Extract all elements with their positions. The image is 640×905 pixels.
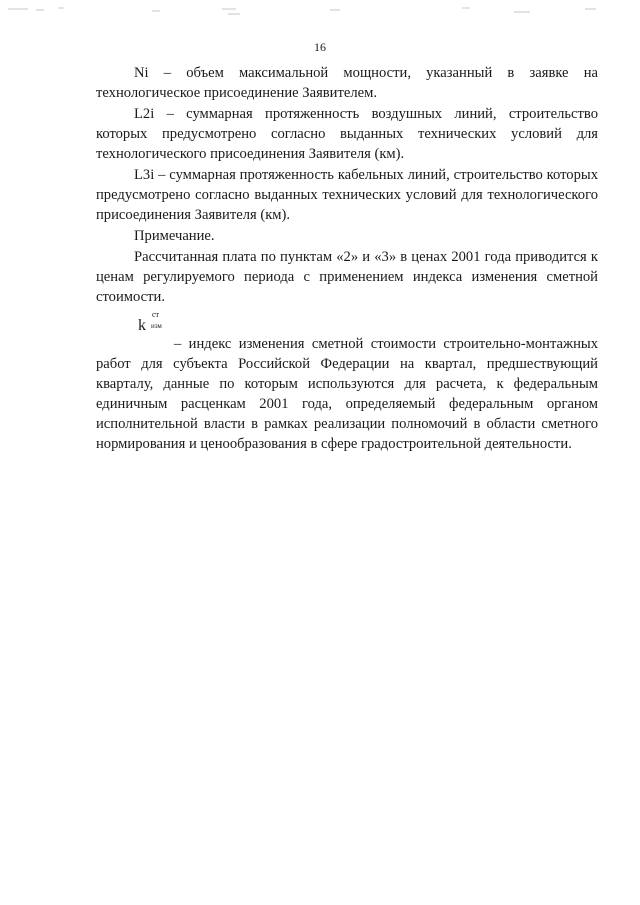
scan-artifacts (0, 0, 640, 30)
page-number: 16 (314, 40, 326, 54)
document-body (96, 63, 598, 454)
note-heading: Примечание. (134, 228, 215, 244)
paragraph-l2i-definition: L2i – суммарная протяженность воздушных линий, строительство которых предусмотрено согласно выданных технических условий для технологического присоединения Заявителя (км). (96, 106, 598, 162)
index-formula (96, 310, 598, 334)
paragraph-l3i-definition: L3i – суммарная протяженность кабельных линий, строительство которых предусмотрено согласно выданных технических условий для технологического присоединения Заявителя (км). (96, 167, 598, 223)
formula-base: k (138, 317, 146, 334)
formula-subscript: изм (151, 322, 162, 330)
paragraph-ni-definition: Ni – объем максимальной мощности, указанный в заявке на технологическое присоединение Заявителем. (96, 65, 598, 101)
paragraph-index-definition: – индекс изменения сметной стоимости строительно-монтажных работ для субъекта Российской Федерации на квартал, предшествующий кварталу, данные по которым используются для расчета, к федеральным единичным расценкам 2001 года, определяемый федеральным органом исполнительной власти в рамках реализации полномочий в области сметного нормирования и ценообразования в сфере градостроительной деятельности. (96, 336, 598, 452)
formula-superscript: ст (152, 310, 160, 319)
paragraph-price-conversion: Рассчитанная плата по пунктам «2» и «3» в ценах 2001 года приводится к ценам регулируемого периода с применением индекса изменения сметной стоимости. (96, 249, 598, 305)
